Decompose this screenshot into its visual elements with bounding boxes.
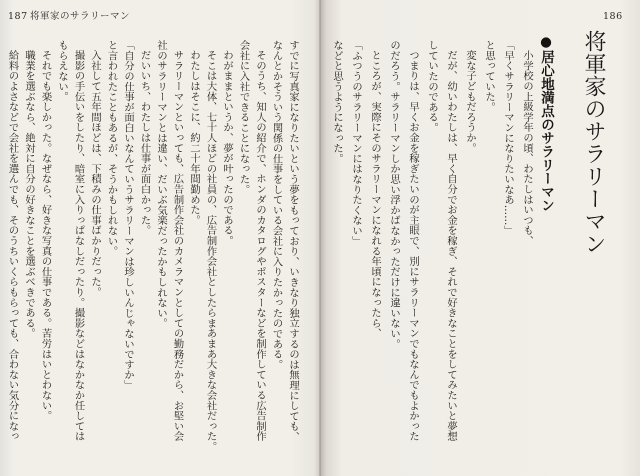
body-line: していたのである。 [426,40,438,133]
right-page-number: 186 [603,11,623,22]
chapter-title: 将軍家のサラリーマン [581,30,606,255]
body-line: 給料のよさなどで会社を選んでも、そのうちいくらもらっても、合わない気分になっ [6,50,19,442]
left-running-head: 将軍家のサラリーマン [30,11,131,22]
body-line: もらえない。 [56,40,68,102]
left-page-body [4,40,301,454]
body-line: サラリーマンといっても、広告制作会社のカメラマンとしての勤務だから、お堅い会 [171,50,184,442]
body-line: と言われたこともあるが、そうかもしれない。 [105,40,118,257]
left-page-number: 187 [8,11,28,22]
body-line: 小学校の上級学年の頃、わたしはいつも、 [521,50,533,246]
body-line: だいいち、わたしは仕事が面白かった。 [138,50,151,236]
section-heading: ●居心地満点のサラリーマン [538,34,554,212]
body-line: つまりは、早くお金を稼ぎたいのが主眼で、別にサラリーマンでもなんでもよかった [407,50,419,442]
book-gutter [319,0,321,476]
body-line: 社のサラリーマンとは違い、だいぶ気楽だったかもしれない。 [155,40,167,329]
body-line: すでに写真家になりたいという夢をもっており、いきなり独立するのは無理にしても、 [287,40,299,442]
body-line: のだろう。サラリーマンしか思い浮かばなかっただけに違いない。 [388,40,400,349]
body-line: 会社に入社できることになった。 [237,40,250,195]
body-line: そこは大体、七十人ほどの社員の、広告制作会社としたらまあまあ大きな会社だった。 [204,50,217,452]
body-line: なんとかそういう関係の仕事をしている会社に入りたかったのである。 [270,40,283,370]
body-line: わがままというか、夢が叶ったのである。 [221,50,233,246]
body-line: それでも楽しかった。なぜなら、好きな写真の仕事である。苦労はいとわない。 [39,50,52,422]
body-line: そのうち、知人の紹介で、ホンダのカタログやポスターなどを制作している広告制作 [254,50,266,442]
body-line: と思っていた。 [483,40,495,113]
body-line: 「自分の仕事が面白いなんていうサラリーマンは珍しいんじゃないですか」 [122,40,134,391]
body-line: だが、幼いわたしは、早く自分でお金を稼ぎ、それで好きなことをしてみたいと夢想 [445,50,457,442]
body-line: ところが、実際にそのサラリーマンになれる年頃になったら、 [369,50,381,339]
body-line: 変な子どもだろうか。 [464,50,476,154]
body-line: 撮影の手伝いをしたり、暗室に入りっぱなしだったり。撮影などはなかなか任しては [72,50,85,442]
right-page-body [327,40,536,454]
body-line: わたしはそこに、約二十年間勤めた。 [188,50,200,226]
body-line: 「早くサラリーマンになりたいなあ……」 [502,40,514,236]
body-line: 入社して五年間ほどは、下積みの仕事ばかりだった。 [89,50,101,298]
body-line: などと思うようになった。 [331,40,343,164]
body-line: 職業を選ぶなら、絶対に自分の好きなことを選ぶべきである。 [23,50,35,339]
body-line: 「ふつうのサラリーマンにはなりたくない」 [350,40,362,246]
